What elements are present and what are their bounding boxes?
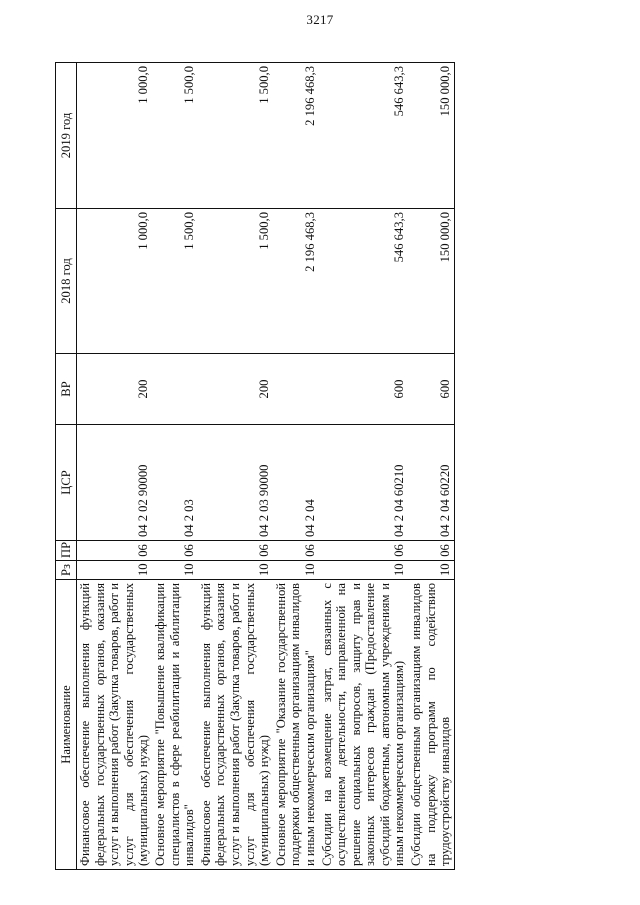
row-vr: 600 (408, 354, 454, 425)
header-pr: ПР (56, 541, 77, 561)
row-pr: 06 (408, 541, 454, 561)
row-vr: 200 (198, 354, 273, 425)
row-pr: 06 (319, 541, 409, 561)
row-rz: 10 (152, 561, 198, 580)
row-csr: 04 2 03 90000 (198, 425, 273, 541)
header-2019: 2019 год (56, 63, 77, 209)
header-csr: ЦСР (56, 425, 77, 541)
table-row (77, 63, 152, 870)
row-2018: 150 000,0 (408, 209, 454, 354)
row-csr: 04 2 02 90000 (77, 425, 152, 541)
table-row (408, 63, 454, 870)
header-rz: Рз (56, 561, 77, 580)
table-row (152, 63, 198, 870)
row-rz: 10 (77, 561, 152, 580)
row-csr: 04 2 04 (273, 425, 319, 541)
row-csr: 04 2 04 60220 (408, 425, 454, 541)
row-2018: 2 196 468,3 (273, 209, 319, 354)
row-name: Субсидии на возмещение затрат, связанных с осуществлением деятельности, направленной на решение социальных вопросов, защиту прав и законных интересов граждан (Предоставление субсидий бюджетным, автономным учреждениям и иным некоммерческим организациям) (319, 580, 409, 870)
row-2019: 2 196 468,3 (273, 63, 319, 209)
row-pr: 06 (77, 541, 152, 561)
row-rz: 10 (319, 561, 409, 580)
row-vr: 200 (77, 354, 152, 425)
row-pr: 06 (152, 541, 198, 561)
row-name: Основное мероприятие "Оказание государственной поддержки общественным организациям инвалидов и иным некоммерческим организациям" (273, 580, 319, 870)
row-vr (273, 354, 319, 425)
row-pr: 06 (273, 541, 319, 561)
header-2018: 2018 год (56, 209, 77, 354)
row-vr: 600 (319, 354, 409, 425)
row-2018: 1 500,0 (198, 209, 273, 354)
header-name: Наименование (56, 580, 77, 870)
row-2019: 1 500,0 (198, 63, 273, 209)
table-row (198, 63, 273, 870)
row-vr (152, 354, 198, 425)
budget-table (55, 62, 455, 870)
row-2018: 546 643,3 (319, 209, 409, 354)
rotated-budget-table (55, 63, 600, 870)
row-2019: 150 000,0 (408, 63, 454, 209)
header-vr: ВР (56, 354, 77, 425)
table-row (273, 63, 319, 870)
table-row (319, 63, 409, 870)
row-2018: 1 500,0 (152, 209, 198, 354)
row-rz: 10 (273, 561, 319, 580)
row-pr: 06 (198, 541, 273, 561)
row-rz: 10 (408, 561, 454, 580)
row-rz: 10 (198, 561, 273, 580)
row-name: Финансовое обеспечение выполнения функций федеральных государственных органов, оказания услуг и выполнения работ (Закупка товаров, работ и услуг для обеспечения государственных (муниципальных) нужд) (198, 580, 273, 870)
row-2019: 1 000,0 (77, 63, 152, 209)
row-csr: 04 2 03 (152, 425, 198, 541)
row-csr: 04 2 04 60210 (319, 425, 409, 541)
row-name: Субсидии общественным организациям инвалидов на поддержку программ по содействию трудоустройству инвалидов (408, 580, 454, 870)
row-2019: 546 643,3 (319, 63, 409, 209)
row-name: Основное мероприятие "Повышение квалификации специалистов в сфере реабилитации и абилитации инвалидов" (152, 580, 198, 870)
page-number: 3217 (306, 12, 334, 27)
row-2019: 1 500,0 (152, 63, 198, 209)
table-header-row (56, 63, 77, 870)
row-name: Финансовое обеспечение выполнения функций федеральных государственных органов, оказания услуг и выполнения работ (Закупка товаров, работ и услуг для обеспечения государственных (муниципальных) нужд) (77, 580, 152, 870)
row-2018: 1 000,0 (77, 209, 152, 354)
